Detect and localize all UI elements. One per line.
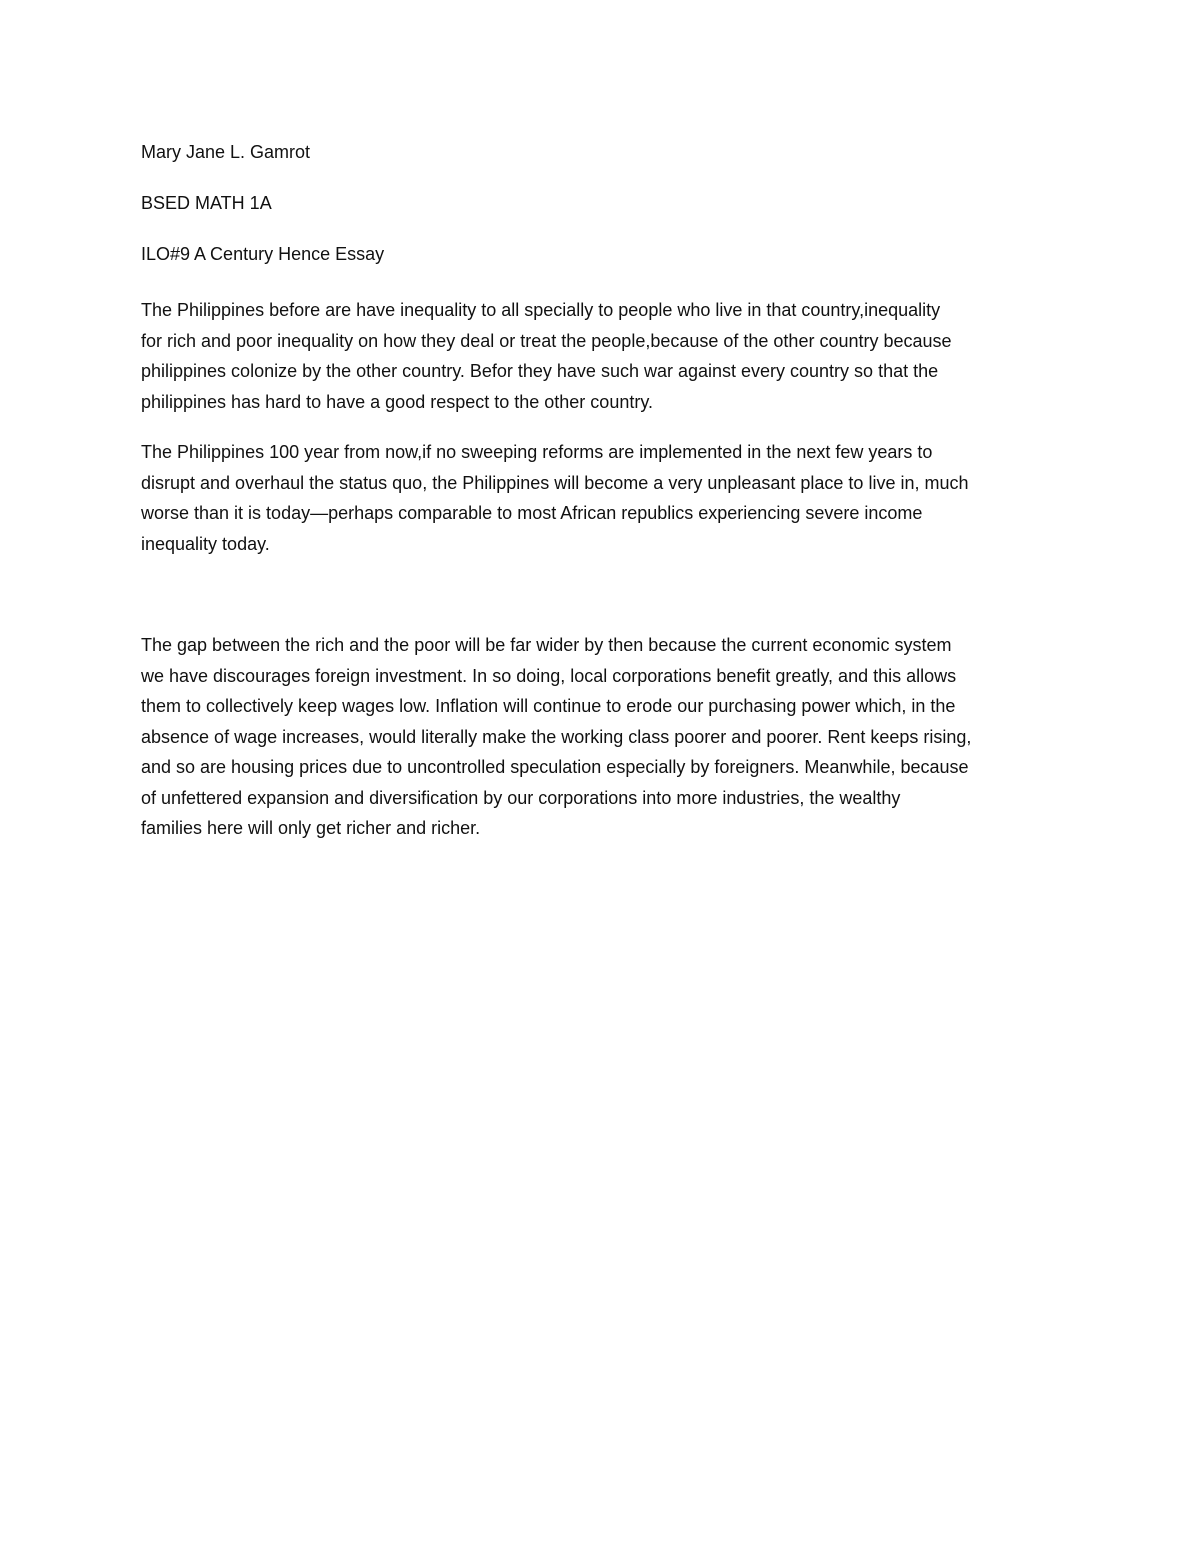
paragraph-line: for rich and poor inequality on how they deal or treat the people,because of the other country because [141,330,952,351]
paragraph-spacer [141,417,1061,437]
paragraph-line: philippines colonize by the other country. Befor they have such war against every country so that the [141,361,939,381]
paragraph-line: absence of wage increases, would literally make the working class poorer and poorer. Rent keeps rising, [141,726,972,747]
paragraph-line: The Philippines 100 year from now,if no sweeping reforms are implemented in the next few years to [141,442,933,462]
essay-title: ILO#9 A Century Hence Essay [141,244,385,264]
course-code: BSED MATH 1A [141,193,272,213]
paragraph-line: families here will only get richer and richer. [141,818,481,838]
paragraph-line: we have discourages foreign investment. In so doing, local corporations benefit greatly, and this allows [141,665,957,686]
paragraph-line: and so are housing prices due to uncontrolled speculation especially by foreigners. Meanwhile, because [141,757,969,777]
paragraph-line: inequality today. [141,533,270,554]
paragraph-line: The gap between the rich and the poor will be far wider by then because the current economic system [141,635,952,655]
author-name: Mary Jane L. Gamrot [141,142,311,162]
paragraph-line: worse than it is today—perhaps comparable to most African republics experiencing severe income [141,503,923,523]
paragraph-line: philippines has hard to have a good respect to the other country. [141,391,653,412]
paragraph-spacer [141,559,1061,630]
paragraph-line: The Philippines before are have inequality to all specially to people who live in that country,inequality [141,300,941,320]
paragraph-line: them to collectively keep wages low. Inflation will continue to erode our purchasing power which, in the [141,696,956,716]
paragraph-line: of unfettered expansion and diversification by our corporations into more industries, the wealthy [141,787,901,808]
paragraph-1 [141,295,1061,417]
paragraph-2 [141,437,1061,559]
document-content [141,142,1061,844]
paragraph-3 [141,630,1061,844]
paragraph-line: disrupt and overhaul the status quo, the Philippines will become a very unpleasant place to live in, much [141,472,969,493]
